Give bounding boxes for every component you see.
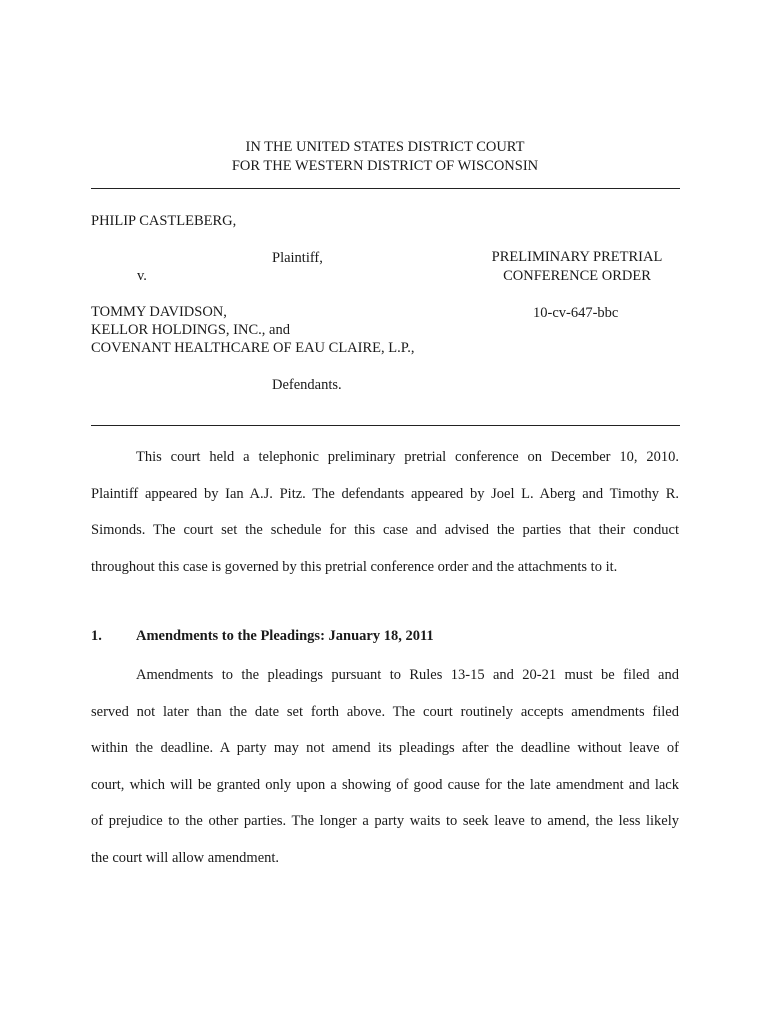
- paragraph-line: Plaintiff appeared by Ian A.J. Pitz. The defendants appeared by Joel L. Aberg and Timothy R.: [91, 485, 679, 502]
- paragraph-line: Amendments to the pleadings pursuant to Rules 13-15 and 20-21 must be filed and: [136, 667, 679, 683]
- defendants-role: Defendants.: [272, 377, 342, 393]
- paragraph-line: court, which will be granted only upon a showing of good cause for the late amendment and lack: [91, 776, 679, 793]
- defendant-name: COVENANT HEALTHCARE OF EAU CLAIRE, L.P.,: [91, 340, 415, 356]
- paragraph-line: the court will allow amendment.: [91, 849, 280, 866]
- paragraph-line: served not later than the date set forth above. The court routinely accepts amendments filed: [91, 703, 679, 720]
- versus-label: v.: [137, 268, 147, 284]
- section-number: 1.: [91, 628, 102, 644]
- section-title: Amendments to the Pleadings: [136, 628, 321, 644]
- court-header: [91, 138, 679, 176]
- order-title-line2: CONFERENCE ORDER: [503, 268, 651, 284]
- court-name-line: IN THE UNITED STATES DISTRICT COURT: [245, 139, 525, 155]
- paragraph-line: within the deadline. A party may not amend its pleadings after the deadline without leave of: [91, 740, 679, 756]
- caption-top-rule: [91, 188, 680, 189]
- paragraph-line: of prejudice to the other parties. The longer a party waits to seek leave to amend, the less likely: [91, 813, 679, 829]
- section-date: : January 18, 2011: [320, 628, 434, 644]
- order-title-line1: PRELIMINARY PRETRIAL: [491, 249, 663, 265]
- caption-bottom-rule: [91, 425, 680, 426]
- plaintiff-role: Plaintiff,: [272, 250, 323, 266]
- section-heading: [91, 628, 434, 645]
- order-title: [477, 248, 677, 286]
- section-paragraph: [91, 657, 679, 876]
- paragraph-line: This court held a telephonic preliminary pretrial conference on December 10, 2010.: [136, 449, 679, 465]
- plaintiff-name: PHILIP CASTLEBERG,: [91, 213, 237, 229]
- defendant-name: KELLOR HOLDINGS, INC., and: [91, 322, 290, 338]
- intro-paragraph: [91, 439, 679, 585]
- paragraph-line: throughout this case is governed by this pretrial conference order and the attachments to it.: [91, 558, 618, 575]
- case-number: 10-cv-647-bbc: [533, 305, 619, 321]
- paragraph-line: Simonds. The court set the schedule for this case and advised the parties that their conduct: [91, 522, 679, 538]
- defendant-name: TOMMY DAVIDSON,: [91, 304, 227, 320]
- court-district-line: FOR THE WESTERN DISTRICT OF WISCONSIN: [231, 158, 539, 174]
